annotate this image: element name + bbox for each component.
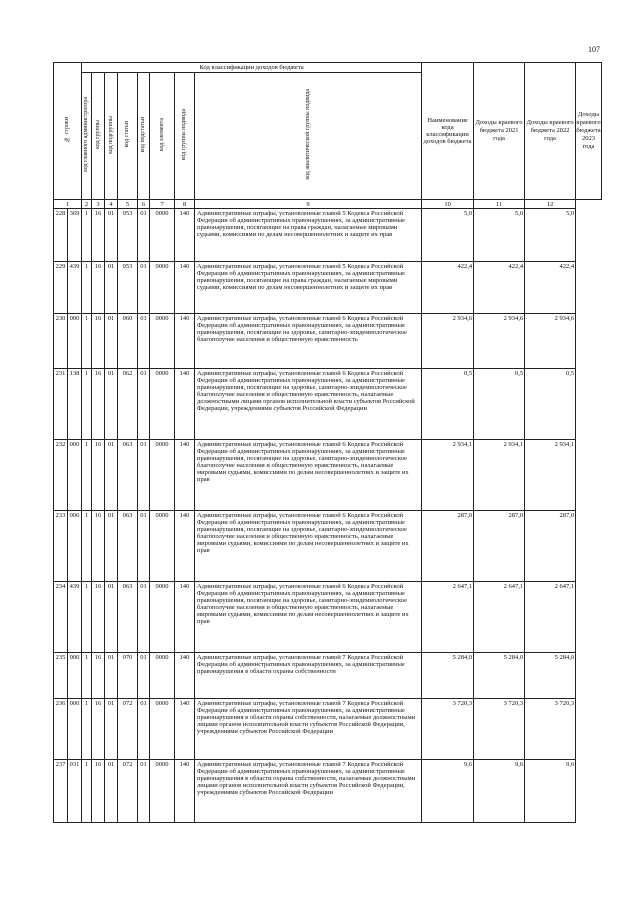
analytic-group-code: 140 xyxy=(175,699,195,760)
group-code: 1 xyxy=(82,699,92,760)
header-article-code: код статьи xyxy=(118,73,138,200)
income-2021-value: 5 284,0 xyxy=(422,653,474,699)
column-number: 8 xyxy=(175,200,195,209)
group-code: 1 xyxy=(82,440,92,511)
table-row xyxy=(54,653,602,699)
column-number: 1 xyxy=(54,200,82,209)
subgroup-code: 16 xyxy=(92,440,105,511)
article-code: 01 xyxy=(105,369,118,440)
income-2022-value: 0,5 xyxy=(474,369,525,440)
subtype-group-code: 0000 xyxy=(150,314,175,369)
article-code: 01 xyxy=(105,209,118,262)
header-name: Наименование кода классификации доходов бюджета xyxy=(422,63,474,200)
header-group-code: код группы xyxy=(92,73,105,200)
budget-income-table xyxy=(53,62,602,823)
group-code: 1 xyxy=(82,369,92,440)
income-name: Административные штрафы, установленные главой 6 Кодекса Российской Федерации об административных правонарушениях, за административные правонарушения, посягающие на здоровье, санитарно-эпидемиологическое благополучие населения и общественную нравственность, налагаемые мировыми судьями, комиссиями по делам несовершеннолетних и защите их прав xyxy=(195,582,422,653)
subgroup-code: 16 xyxy=(92,760,105,823)
admin-code: 031 xyxy=(68,760,82,823)
group-code: 1 xyxy=(82,262,92,314)
income-2022-value: 422,4 xyxy=(474,262,525,314)
header-subarticle-code: код подстатьи xyxy=(138,73,150,200)
subtype-group-code: 0000 xyxy=(150,582,175,653)
subtype-group-code: 0000 xyxy=(150,262,175,314)
income-2022-value: 9,6 xyxy=(474,760,525,823)
column-number: 7 xyxy=(150,200,175,209)
row-number: 230 xyxy=(54,314,68,369)
admin-code: 000 xyxy=(68,314,82,369)
article-code: 01 xyxy=(105,440,118,511)
article-code: 01 xyxy=(105,699,118,760)
admin-code: 439 xyxy=(68,582,82,653)
element-code: 01 xyxy=(138,760,150,823)
subtype-group-code: 0000 xyxy=(150,511,175,582)
column-number: 4 xyxy=(105,200,118,209)
analytic-group-code: 140 xyxy=(175,760,195,823)
column-number: 2 xyxy=(82,200,92,209)
header-income-2021: Доходы краевого бюджета 2021 года xyxy=(474,63,525,200)
subarticle-code: 072 xyxy=(118,760,138,823)
row-number: 237 xyxy=(54,760,68,823)
analytic-group-code: 140 xyxy=(175,582,195,653)
subarticle-code: 063 xyxy=(118,582,138,653)
row-number: 236 xyxy=(54,699,68,760)
admin-code: 000 xyxy=(68,699,82,760)
income-2022-value: 3 720,3 xyxy=(474,699,525,760)
subarticle-code: 060 xyxy=(118,314,138,369)
income-2021-value: 422,4 xyxy=(422,262,474,314)
group-code: 1 xyxy=(82,511,92,582)
income-2021-value: 2 647,1 xyxy=(422,582,474,653)
article-code: 01 xyxy=(105,262,118,314)
header-admin-code: код главного администратора xyxy=(82,73,92,200)
analytic-group-code: 140 xyxy=(175,209,195,262)
subgroup-code: 16 xyxy=(92,262,105,314)
income-2022-value: 2 934,6 xyxy=(474,314,525,369)
table-row xyxy=(54,440,602,511)
group-code: 1 xyxy=(82,582,92,653)
article-code: 01 xyxy=(105,511,118,582)
column-number: 10 xyxy=(422,200,474,209)
group-code: 1 xyxy=(82,314,92,369)
analytic-group-code: 140 xyxy=(175,262,195,314)
analytic-group-code: 140 xyxy=(175,440,195,511)
table-row xyxy=(54,262,602,314)
income-2023-value: 5 284,0 xyxy=(525,653,576,699)
income-2022-value: 2 934,1 xyxy=(474,440,525,511)
header-subtype-group-code: код группы подвида xyxy=(175,73,195,200)
column-number: 11 xyxy=(474,200,525,209)
table-row xyxy=(54,760,602,823)
subtype-group-code: 0000 xyxy=(150,209,175,262)
row-number: 232 xyxy=(54,440,68,511)
income-2021-value: 2 934,6 xyxy=(422,314,474,369)
income-2023-value: 5,0 xyxy=(525,209,576,262)
subtype-group-code: 0000 xyxy=(150,440,175,511)
column-number: 3 xyxy=(92,200,105,209)
row-number: 228 xyxy=(54,209,68,262)
group-code: 1 xyxy=(82,760,92,823)
element-code: 01 xyxy=(138,511,150,582)
group-code: 1 xyxy=(82,209,92,262)
income-name: Административные штрафы, установленные главой 6 Кодекса Российской Федерации об административных правонарушениях, за административные правонарушения, посягающие на здоровье, санитарно-эпидемиологическое благополучие населения и общественную нравственность, налагаемые мировыми судьями, комиссиями по делам несовершеннолетних и защите их прав xyxy=(195,440,422,511)
header-element-code: код элемента xyxy=(150,73,175,200)
income-name: Административные штрафы, установленные главой 5 Кодекса Российской Федерации об административных правонарушениях, за административные правонарушения, посягающие на права граждан, налагаемые мировыми судьями, комиссиями по делам несовершеннолетних и защите их прав xyxy=(195,262,422,314)
income-name: Административные штрафы, установленные главой 5 Кодекса Российской Федерации об административных правонарушениях, за административные правонарушения, посягающие на права граждан, налагаемые мировыми судьями, комиссиями по делам несовершеннолетних и защите их прав xyxy=(195,209,422,262)
income-2023-value: 2 934,1 xyxy=(525,440,576,511)
income-2022-value: 5,0 xyxy=(474,209,525,262)
page-number: 107 xyxy=(588,45,600,54)
article-code: 01 xyxy=(105,582,118,653)
column-number: 6 xyxy=(138,200,150,209)
article-code: 01 xyxy=(105,653,118,699)
income-2021-value: 9,6 xyxy=(422,760,474,823)
element-code: 01 xyxy=(138,369,150,440)
admin-code: 000 xyxy=(68,440,82,511)
analytic-group-code: 140 xyxy=(175,653,195,699)
article-code: 01 xyxy=(105,760,118,823)
income-2023-value: 3 720,3 xyxy=(525,699,576,760)
income-2022-value: 287,0 xyxy=(474,511,525,582)
row-number: 233 xyxy=(54,511,68,582)
row-number: 234 xyxy=(54,582,68,653)
header-income-2022: Доходы краевого бюджета 2022 года xyxy=(525,63,576,200)
subgroup-code: 16 xyxy=(92,511,105,582)
column-number: 5 xyxy=(118,200,138,209)
income-name: Административные штрафы, установленные главой 7 Кодекса Российской Федерации об административных правонарушениях, за административные правонарушения в области охраны собственности, налагаемые должностными лицами органов исполнительной власти субъектов Российской Федерации, учреждениями субъектов Российской Федерации xyxy=(195,760,422,823)
subgroup-code: 16 xyxy=(92,653,105,699)
table-row xyxy=(54,209,602,262)
subarticle-code: 063 xyxy=(118,511,138,582)
element-code: 01 xyxy=(138,699,150,760)
income-2021-value: 0,5 xyxy=(422,369,474,440)
subgroup-code: 16 xyxy=(92,314,105,369)
element-code: 01 xyxy=(138,262,150,314)
element-code: 01 xyxy=(138,314,150,369)
admin-code: 439 xyxy=(68,262,82,314)
income-2021-value: 287,0 xyxy=(422,511,474,582)
analytic-group-code: 140 xyxy=(175,369,195,440)
admin-code: 006 xyxy=(68,511,82,582)
income-2021-value: 2 934,1 xyxy=(422,440,474,511)
income-2023-value: 9,6 xyxy=(525,760,576,823)
row-number: 229 xyxy=(54,262,68,314)
subgroup-code: 16 xyxy=(92,369,105,440)
table-row xyxy=(54,582,602,653)
subtype-group-code: 0000 xyxy=(150,699,175,760)
subtype-group-code: 0000 xyxy=(150,369,175,440)
analytic-group-code: 140 xyxy=(175,511,195,582)
element-code: 01 xyxy=(138,653,150,699)
income-name: Административные штрафы, установленные главой 7 Кодекса Российской Федерации об административных правонарушениях, за административные правонарушения в области охраны собственности xyxy=(195,653,422,699)
table-row xyxy=(54,699,602,760)
subarticle-code: 062 xyxy=(118,369,138,440)
header-income-2023: Доходы краевого бюджета 2023 года xyxy=(576,63,602,200)
subgroup-code: 16 xyxy=(92,582,105,653)
admin-code: 000 xyxy=(68,653,82,699)
income-name: Административные штрафы, установленные главой 6 Кодекса Российской Федерации об административных правонарушениях, за административные правонарушения, посягающие на здоровье, санитарно-эпидемиологическое благополучие населения и общественную нравственность, налагаемые мировыми судьями, комиссиями по делам несовершеннолетних и защите их прав xyxy=(195,511,422,582)
subgroup-code: 16 xyxy=(92,699,105,760)
income-name: Административные штрафы, установленные главой 6 Кодекса Российской Федерации об административных правонарушениях, за административные правонарушения, посягающие на здоровье, санитарно-эпидемиологическое благополучие населения и общественную нравственность, налагаемые должностными лицами органов исполнительной власти субъектов Российской Федерации, учреждениями субъектов Российской Федерации xyxy=(195,369,422,440)
header-row-number: № строки xyxy=(54,63,82,200)
group-code: 1 xyxy=(82,653,92,699)
article-code: 01 xyxy=(105,314,118,369)
table-row xyxy=(54,511,602,582)
subtype-group-code: 0000 xyxy=(150,653,175,699)
header-subgroup-code: код подгруппы xyxy=(105,73,118,200)
subarticle-code: 053 xyxy=(118,262,138,314)
income-2023-value: 0,5 xyxy=(525,369,576,440)
income-2023-value: 2 934,6 xyxy=(525,314,576,369)
income-2023-value: 2 647,1 xyxy=(525,582,576,653)
income-2022-value: 5 284,0 xyxy=(474,653,525,699)
income-2021-value: 5,0 xyxy=(422,209,474,262)
subarticle-code: 072 xyxy=(118,699,138,760)
subarticle-code: 053 xyxy=(118,209,138,262)
subtype-group-code: 0000 xyxy=(150,760,175,823)
income-2023-value: 422,4 xyxy=(525,262,576,314)
element-code: 01 xyxy=(138,209,150,262)
income-name: Административные штрафы, установленные главой 7 Кодекса Российской Федерации об административных правонарушениях, за административные правонарушения в области охраны собственности, налагаемые должностными лицами органов исполнительной власти субъектов Российской Федерации, учреждениями субъектов Российской Федерации xyxy=(195,699,422,760)
income-2023-value: 287,0 xyxy=(525,511,576,582)
column-number: 9 xyxy=(195,200,422,209)
element-code: 01 xyxy=(138,582,150,653)
subarticle-code: 063 xyxy=(118,440,138,511)
table-row xyxy=(54,369,602,440)
row-number: 231 xyxy=(54,369,68,440)
admin-code: 138 xyxy=(68,369,82,440)
column-number-row xyxy=(54,200,602,209)
admin-code: 369 xyxy=(68,209,82,262)
subgroup-code: 16 xyxy=(92,209,105,262)
analytic-group-code: 140 xyxy=(175,314,195,369)
element-code: 01 xyxy=(138,440,150,511)
table-row xyxy=(54,314,602,369)
column-number: 12 xyxy=(525,200,576,209)
income-2022-value: 2 647,1 xyxy=(474,582,525,653)
subarticle-code: 070 xyxy=(118,653,138,699)
income-name: Административные штрафы, установленные главой 6 Кодекса Российской Федерации об административных правонарушениях, за административные правонарушения, посягающие на здоровье, санитарно-эпидемиологическое благополучие населения и общественную нравственность xyxy=(195,314,422,369)
income-2021-value: 3 720,3 xyxy=(422,699,474,760)
header-classification-group: Код классификации доходов бюджета xyxy=(82,63,422,73)
header-analytic-group-code: код аналитической группы подвида xyxy=(195,73,422,200)
row-number: 235 xyxy=(54,653,68,699)
